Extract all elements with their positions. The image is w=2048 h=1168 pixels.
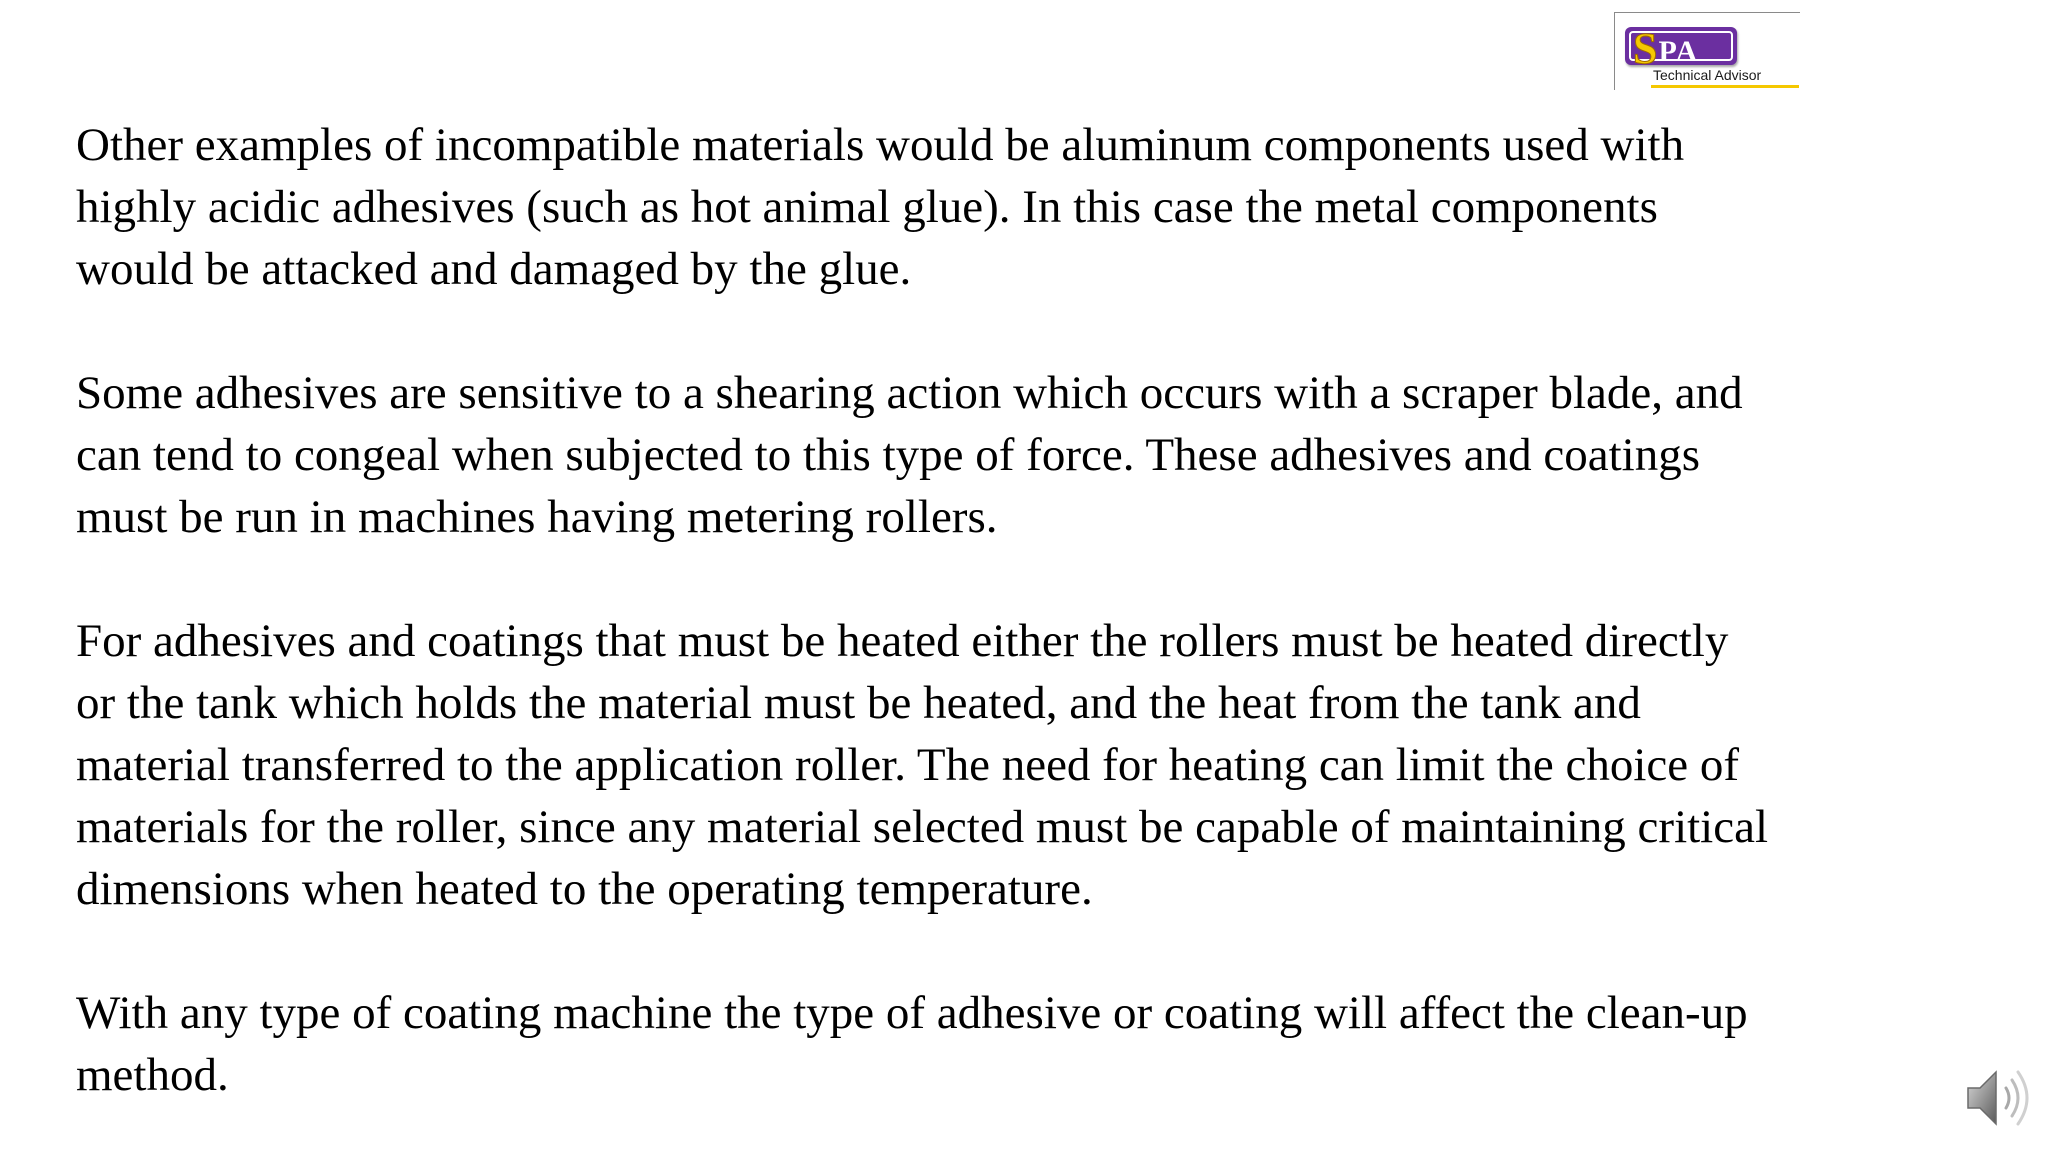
- paragraph-shearing-action: [76, 362, 1956, 548]
- paragraph-line: must be run in machines having metering rollers.: [76, 491, 998, 543]
- paragraph-line: can tend to congeal when subjected to this type of force. These adhesives and coatings: [76, 429, 1701, 481]
- speaker-icon-graphic: [1962, 1058, 2042, 1138]
- paragraph-incompatible-materials: [76, 114, 1956, 300]
- paragraph-line: material transferred to the application roller. The need for heating can limit the choice of: [76, 739, 1740, 791]
- logo-underline: [1651, 85, 1799, 88]
- logo-badge: [1625, 24, 1737, 73]
- paragraph-clean-up: [76, 982, 1956, 1106]
- paragraph-line: Other examples of incompatible materials would be aluminum components used with: [76, 119, 1685, 171]
- logo-letter-s: S: [1633, 24, 1659, 73]
- paragraph-line: For adhesives and coatings that must be heated either the rollers must be heated directly: [76, 615, 1729, 667]
- paragraph-line: materials for the roller, since any material selected must be capable of maintaining critical: [76, 801, 1769, 853]
- paragraph-line: highly acidic adhesives (such as hot animal glue). In this case the metal components: [76, 181, 1658, 233]
- paragraph-heating: [76, 610, 1956, 920]
- paragraph-line: or the tank which holds the material must be heated, and the heat from the tank and: [76, 677, 1641, 729]
- paragraph-line: would be attacked and damaged by the glue.: [76, 243, 912, 295]
- spa-logo: [1614, 12, 1800, 90]
- speaker-icon[interactable]: [1962, 1058, 2042, 1138]
- paragraph-line: dimensions when heated to the operating temperature.: [76, 863, 1093, 915]
- paragraph-line: method.: [76, 1049, 229, 1101]
- paragraph-line: Some adhesives are sensitive to a shearing action which occurs with a scraper blade, and: [76, 367, 1743, 419]
- slide-body: [76, 114, 1956, 1168]
- logo-tagline: Technical Advisor: [1653, 67, 1762, 83]
- paragraph-line: With any type of coating machine the type of adhesive or coating will affect the clean-up: [76, 987, 1748, 1039]
- logo-letters-pa: PA: [1658, 35, 1699, 68]
